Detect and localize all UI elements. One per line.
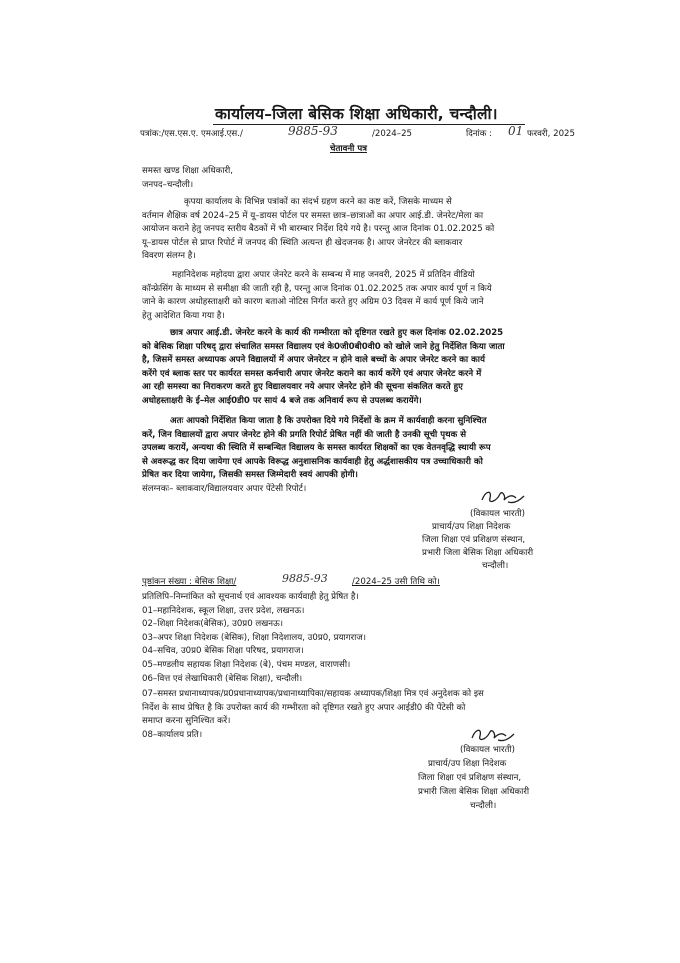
p1-line: कृपया कार्यालय के विभिन्न पत्रांकों का संदर्भ ग्रहण करने का कष्ट करें, जिसके माध्यम से xyxy=(184,197,452,207)
paragraph-4 xyxy=(142,415,491,483)
date-label: दिनांक : xyxy=(466,129,493,139)
p1-line: आयोजन कराने हेतु जनपद स्तरीय बैठकों में भी बारम्बार निर्देश दिये गये है। परन्तु आज दिनांक 01.02.2025 को xyxy=(142,224,495,235)
endorsement-item-8: 08–कार्यालय प्रति। xyxy=(142,730,203,740)
sig1-designation4: चन्दौली। xyxy=(482,561,509,571)
ref-prefix: पत्रांक:/एस.एस.ए. एमआई.एस./ xyxy=(140,129,243,139)
paragraph-2 xyxy=(142,269,492,323)
sig2-designation3: प्रभारी जिला बेसिक शिक्षा अधिकारी xyxy=(418,787,530,797)
title-underline xyxy=(213,124,525,125)
endorsement-item-7 xyxy=(142,688,484,729)
sig1-designation1: प्राचार्य/उप शिक्षा निदेशक xyxy=(432,522,511,532)
ref-number: 9885-93 xyxy=(288,124,338,138)
endorsement-suffix: /2024–25 उसी तिथि को। xyxy=(352,577,440,587)
endorsement-item: 02–शिक्षा निदेशक(बेसिक), उ0प्र0 लखनऊ। xyxy=(142,619,284,630)
item7-line: निर्देश के साथ प्रेषित है कि उपरोक्त कार्य की गम्भीरता को दृष्टिगत रखते हुए अपार आईडी0 की पेंटेसी को xyxy=(142,702,466,713)
office-title: कार्यालय–जिला बेसिक शिक्षा अधिकारी, चन्दौली। xyxy=(215,105,498,123)
p4-line: अतः आपको निर्देशित किया जाता है कि उपरोक्त दिये गये निर्देशों के क्रम में कार्यवाही करना सुनिश्चित xyxy=(170,416,487,426)
sig2-name: (विकायल भारती) xyxy=(460,745,515,755)
p4-line: उपलब्ध करायें, अन्यथा की स्थिति में सम्बन्धित विद्यालय के समस्त कार्यरत शिक्षकों का एक वेतनवृद्धि स्थायी रूप xyxy=(142,443,491,454)
p4-line: प्रेषित कर दिया जायेगा, जिसकी समस्त जिम्मेदारी स्वयं आपकी होगी। xyxy=(142,470,358,481)
signature-scribble-1 xyxy=(478,486,528,508)
endorsement-item: 05–मण्डलीय सहायक शिक्षा निदेशक (बे), पंचम मण्डल, वाराणसी। xyxy=(142,659,351,670)
p3-line: को बेसिक शिक्षा परिषद् द्वारा संचालित समस्त विद्यालय एवं के0जी0बी0वी0 को खोले जाने हेतु निर्देशित किया जाता xyxy=(142,341,505,352)
addressee-line1: समस्त खण्ड शिक्षा अधिकारी, xyxy=(142,166,233,176)
p1-line: वर्तमान शैक्षिक वर्ष 2024–25 में यू–डायस पोर्टल पर समस्त छात्र–छात्राओं का अपार आई.डी. जेनरेट/मेला का xyxy=(142,210,484,221)
p3-line: अधोहस्ताक्षरी के ई–मेल आई0डी0 पर सायं 4 बजे तक अनिवार्य रूप से उपलब्ध करायेंगे। xyxy=(142,395,422,406)
endorsement-number: 9885-93 xyxy=(282,572,328,585)
sig2-designation2: जिला शिक्षा एवं प्रशिक्षण संस्थान, xyxy=(418,773,522,783)
endorsement-item: 01–महानिदेशक, स्कूल शिक्षा, उत्तर प्रदेश, लखनऊ। xyxy=(142,605,305,616)
item7-line: 07–समस्त प्रधानाध्यापक/प्र0प्रधानाध्यापक/प्रधानाध्यापिका/सहायक अध्यापक/शिक्षा मित्र एवं अनुदेशक को इस xyxy=(142,689,484,699)
item7-line: समाप्त करना सुनिश्चित करें। xyxy=(142,716,231,727)
addressee-line2: जनपद–चन्दौली। xyxy=(142,180,194,190)
endorsement-intro: प्रतिलिपि–निम्नांकित को सूचनार्थ एवं आवश्यक कार्यवाही हेतु प्रेषित है। xyxy=(142,592,359,602)
p3-line: छात्र अपार आई.डी. जेनरेट करने के कार्य की गम्भीरता को दृष्टिगत रखते हुए कल दिनांक 02.02.2025 xyxy=(170,328,504,338)
sig1-name: (विकायल भारती) xyxy=(470,509,525,519)
paragraph-3 xyxy=(142,327,505,409)
p3-line: आ रही समस्या का निराकरण करते हुए विद्यालयवार नये अपार जेनरेट होने की सूचना संकलित करते हुए xyxy=(142,382,463,393)
sig1-designation3: प्रभारी जिला बेसिक शिक्षा अधिकारी xyxy=(422,548,534,558)
sig2-designation1: प्राचार्य/उप शिक्षा निदेशक xyxy=(428,759,507,769)
p3-line: है, जिसमें समस्त अध्यापक अपने विद्यालयों में अपार जेनरेटर न होने वाले बच्चों के अपार जेनरेट करने का कार्य xyxy=(142,355,485,366)
date-day: 01 xyxy=(508,124,524,138)
endorsement-list xyxy=(142,591,366,686)
endorsement-item: 04–सचिव, उ0प्र0 बेसिक शिक्षा परिषद, प्रयागराज। xyxy=(142,646,304,657)
p4-line: करें, जिन विद्यालयों द्वारा अपार जेनरेट होने की प्रगति रिपोर्ट प्रेषित नहीं की जाती है उनकी सूची पृथक से xyxy=(142,429,467,440)
ref-year: /2024–25 xyxy=(372,129,412,139)
sig2-designation4: चन्दौली। xyxy=(470,801,497,811)
p2-line: महानिदेशक महोदया द्वारा अपार जेनरेट करने के सम्बन्ध में माह जनवरी, 2025 में प्रतिदिन वीडियो xyxy=(172,270,475,280)
endorsement-prefix: पृष्ठांकन संख्या : बेसिक शिक्षा/ xyxy=(142,577,237,587)
p2-line: हेतु आदेशित किया गया है। xyxy=(142,310,225,321)
sig1-designation2: जिला शिक्षा एवं प्रशिक्षण संस्थान, xyxy=(422,535,526,545)
p1-line: यू–डायस पोर्टल से प्राप्त रिपोर्ट में जनपद की स्थिति अत्यन्त ही खेदजनक है। आपर जेनरेटर की ब्लाकवार xyxy=(142,237,463,248)
p1-line: विवरण संलग्न है। xyxy=(142,251,196,262)
p3-line: करेंगे एवं ब्लाक स्तर पर कार्यरत समस्त कर्मचारी अपार जेनरेट कराने का कार्य करेंगे एवं अपार जेनरेट करने में xyxy=(142,368,482,379)
p4-line: से अवरूद्ध कर दिया जायेगा एवं आपके विरूद्ध अनुशासनिक कार्यवाही हेतु अर्द्धशासकीय पत्र उच्चाधिकारी को xyxy=(142,456,483,467)
signature-scribble-2 xyxy=(468,724,518,746)
subject-title: चेतावनी पत्र xyxy=(330,144,367,154)
paragraph-1 xyxy=(142,196,494,264)
endorsement-item: 06–वित्त एवं लेखाधिकारी (बेसिक शिक्षा), चन्दौली। xyxy=(142,673,303,684)
p2-line: कॉन्फ्रेसिंग के माध्यम से समीक्षा की जाती रही है, परन्तु आज दिनांक 01.02.2025 तक अपार कार्य पूर्ण न किये xyxy=(142,283,492,294)
p2-line: जाने के कारण अधोहस्ताक्षरी को कारण बताओ नोटिस निर्गत करते हुए अग्रिम 03 दिवस में कार्य पूर्ण किये जाने xyxy=(142,297,484,308)
endorsement-item: 03–अपर शिक्षा निदेशक (बेसिक), शिक्षा निदेशालय, उ0प्र0, प्रयागराज। xyxy=(142,632,366,643)
enclosure: संलग्नकः– ब्लाकवार/विद्यालयवार अपार पेंटेसी रिपोर्ट। xyxy=(142,484,307,494)
date-rest: फरवरी, 2025 xyxy=(527,129,575,139)
